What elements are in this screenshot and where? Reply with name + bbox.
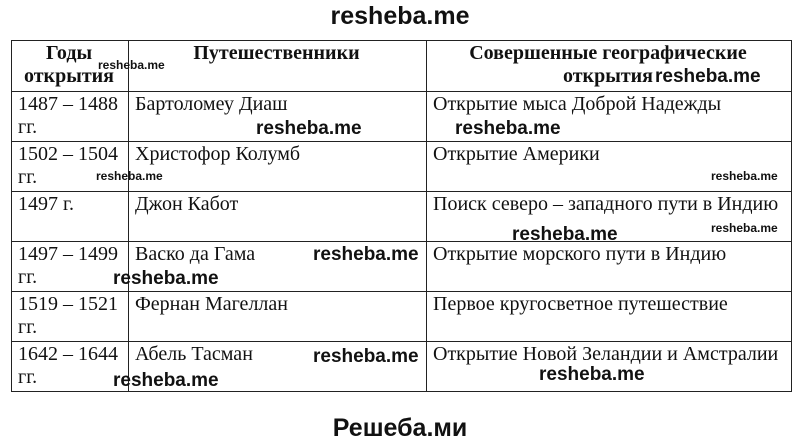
header-years: Годы открытия — [12, 41, 129, 92]
cell-traveler: Христофор Колумб — [129, 142, 427, 192]
watermark: resheba.me — [455, 118, 561, 139]
cell-traveler: Джон Кабот — [129, 192, 427, 242]
cell-years: 1487 – 1488 гг. — [12, 92, 129, 142]
watermark: resheba.me — [655, 66, 761, 87]
watermark: resheba.me — [711, 221, 778, 235]
cell-discovery: Открытие морского пути в Индию — [427, 242, 792, 292]
cell-discovery: Первое кругосветное путешествие — [427, 292, 792, 342]
table-row — [12, 142, 792, 192]
cell-discovery: Открытие мыса Доброй Надежды — [427, 92, 792, 142]
watermark: resheba.me — [539, 364, 645, 385]
watermark: resheba.me — [711, 169, 778, 183]
watermark: resheba.me — [313, 244, 419, 265]
site-footer[interactable]: Решеба.ми — [332, 414, 468, 442]
watermark: resheba.me — [96, 169, 163, 183]
header-travelers: Путешественники — [129, 41, 427, 92]
watermark: resheba.me — [512, 224, 618, 245]
cell-traveler: Фернан Магеллан — [129, 292, 427, 342]
header-discoveries: Совершенные географические открытия — [427, 41, 792, 92]
cell-discovery: Поиск северо – западного пути в Индию — [427, 192, 792, 242]
discoveries-table — [11, 40, 792, 392]
cell-traveler: Васко да Гама — [129, 242, 427, 292]
cell-discovery: Открытие Новой Зеландии и Амстралии — [427, 342, 792, 392]
cell-traveler: Бартоломеу Диаш — [129, 92, 427, 142]
cell-traveler: Абель Тасман — [129, 342, 427, 392]
cell-years: 1497 г. — [12, 192, 129, 242]
watermark: resheba.me — [113, 370, 219, 391]
watermark: resheba.me — [313, 346, 419, 367]
cell-years: 1497 – 1499 гг. — [12, 242, 129, 292]
cell-years: 1642 – 1644 гг. — [12, 342, 129, 392]
cell-years: 1519 – 1521 гг. — [12, 292, 129, 342]
site-title[interactable]: resheba.me — [330, 2, 470, 30]
cell-discovery: Открытие Америки — [427, 142, 792, 192]
table-row — [12, 292, 792, 342]
watermark: resheba.me — [256, 118, 362, 139]
watermark: resheba.me — [113, 268, 219, 289]
table-row — [12, 92, 792, 142]
cell-years: 1502 – 1504 гг. — [12, 142, 129, 192]
watermark: resheba.me — [98, 58, 165, 72]
table-row — [12, 192, 792, 242]
